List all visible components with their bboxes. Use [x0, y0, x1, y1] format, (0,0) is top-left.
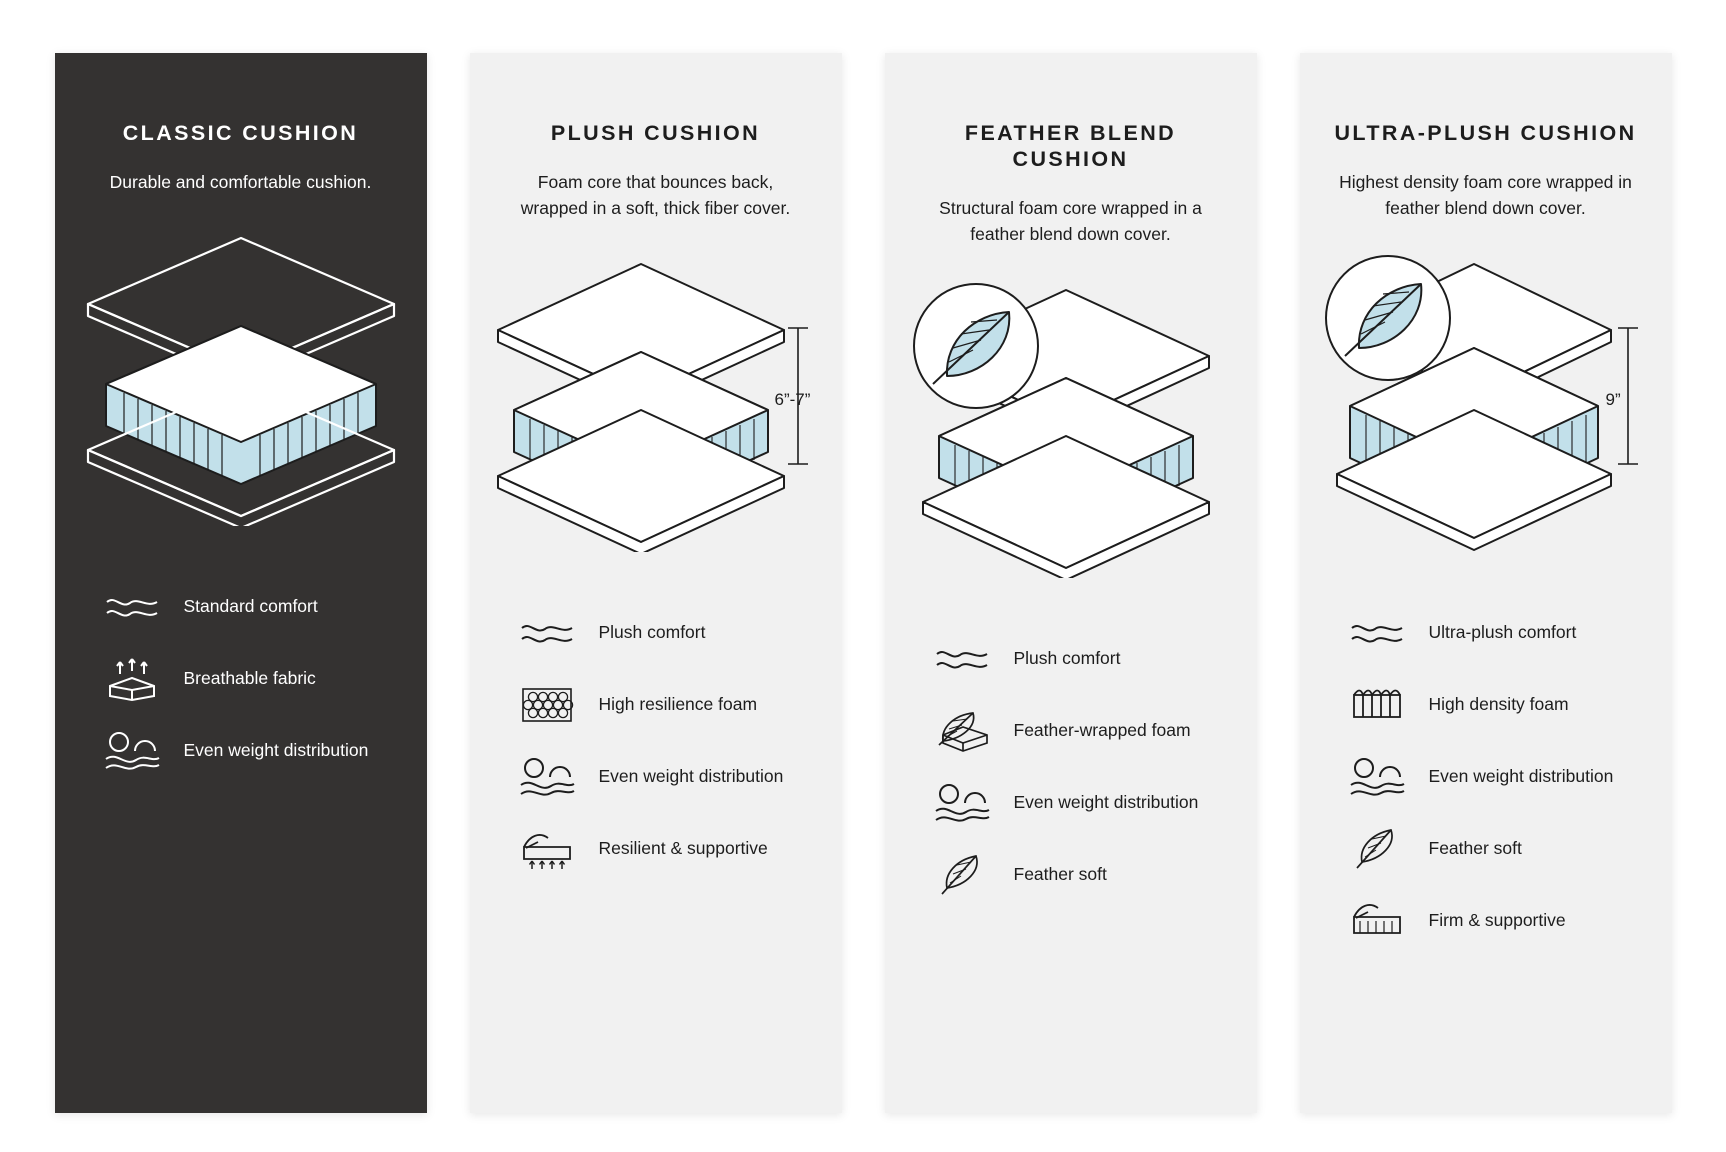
feature-item	[1346, 608, 1672, 658]
feature-item	[1346, 680, 1672, 730]
feather-icon	[1346, 824, 1408, 874]
card-description: Highest density foam core wrapped in feather blend down cover.	[1339, 172, 1632, 219]
feature-label: Plush comfort	[598, 622, 706, 643]
feature-label: Even weight distribution	[598, 766, 784, 787]
card-title: CLASSIC CUSHION	[122, 121, 359, 145]
foam-core-layer	[106, 326, 376, 484]
honeycomb-foam-icon	[516, 680, 578, 730]
feature-item	[1346, 896, 1672, 946]
cushion-exploded-illustration	[885, 278, 1257, 608]
feature-label: Firm & supportive	[1428, 910, 1566, 931]
feature-label: Ultra-plush comfort	[1428, 622, 1577, 643]
card-description: Structural foam core wrapped in a feather blend down cover.	[939, 198, 1202, 245]
feature-item	[516, 824, 842, 874]
feature-list	[1300, 608, 1672, 946]
card-plush-cushion[interactable]	[470, 53, 842, 1113]
leaf-badge-icon	[914, 284, 1038, 408]
weight-distribution-icon	[516, 752, 578, 802]
feature-label: High resilience foam	[598, 694, 758, 715]
card-classic-cushion[interactable]	[55, 53, 427, 1113]
feature-item	[1346, 824, 1672, 874]
feature-list	[470, 608, 842, 874]
card-title: PLUSH CUSHION	[550, 121, 761, 145]
card-feather-blend-cushion[interactable]	[885, 53, 1257, 1113]
feature-label: Resilient & supportive	[598, 838, 768, 859]
feather-wrapped-foam-icon	[931, 706, 993, 756]
feature-list	[55, 582, 427, 776]
feature-label: Even weight distribution	[1013, 792, 1199, 813]
wave-comfort-icon	[516, 608, 578, 658]
feature-label: Standard comfort	[183, 596, 318, 617]
feature-list	[885, 634, 1257, 900]
feature-item	[101, 582, 427, 632]
leaf-badge-icon	[1326, 256, 1450, 380]
supportive-chair-icon	[1346, 896, 1408, 946]
feature-item	[931, 706, 1257, 756]
feature-item	[516, 608, 842, 658]
weight-distribution-icon	[101, 726, 163, 776]
feature-item	[101, 726, 427, 776]
supportive-chair-icon	[516, 824, 578, 874]
dimension-label: 6”-7”	[774, 390, 811, 409]
card-title: FEATHER BLEND CUSHION	[964, 121, 1177, 172]
feature-label: Plush comfort	[1013, 648, 1121, 669]
card-description: Durable and comfortable cushion.	[109, 172, 372, 193]
feature-item	[931, 850, 1257, 900]
feature-label: Feather-wrapped foam	[1013, 720, 1191, 741]
wave-comfort-icon	[1346, 608, 1408, 658]
feature-label: High density foam	[1428, 694, 1569, 715]
card-ultra-plush-cushion[interactable]	[1300, 53, 1672, 1113]
feature-item	[516, 680, 842, 730]
weight-distribution-icon	[931, 778, 993, 828]
feature-item	[931, 634, 1257, 684]
cards-row	[55, 53, 1672, 1113]
dimension-label: 9”	[1605, 390, 1621, 409]
feature-label: Feather soft	[1013, 864, 1107, 885]
high-density-foam-icon	[1346, 680, 1408, 730]
breathable-fabric-icon	[101, 654, 163, 704]
wave-comfort-icon	[931, 634, 993, 684]
feature-label: Even weight distribution	[183, 740, 369, 761]
feature-label: Even weight distribution	[1428, 766, 1614, 787]
card-description: Foam core that bounces back, wrapped in a soft, thick fiber cover.	[520, 172, 791, 219]
cushion-exploded-illustration	[55, 226, 427, 556]
feature-item	[931, 778, 1257, 828]
feature-label: Breathable fabric	[183, 668, 316, 689]
cushion-exploded-illustration	[470, 252, 842, 582]
feature-item	[101, 654, 427, 704]
wave-comfort-icon	[101, 582, 163, 632]
weight-distribution-icon	[1346, 752, 1408, 802]
feature-label: Feather soft	[1428, 838, 1522, 859]
cushion-exploded-illustration	[1300, 252, 1672, 582]
feature-item	[516, 752, 842, 802]
feather-icon	[931, 850, 993, 900]
card-title: ULTRA-PLUSH CUSHION	[1334, 121, 1637, 145]
feature-item	[1346, 752, 1672, 802]
